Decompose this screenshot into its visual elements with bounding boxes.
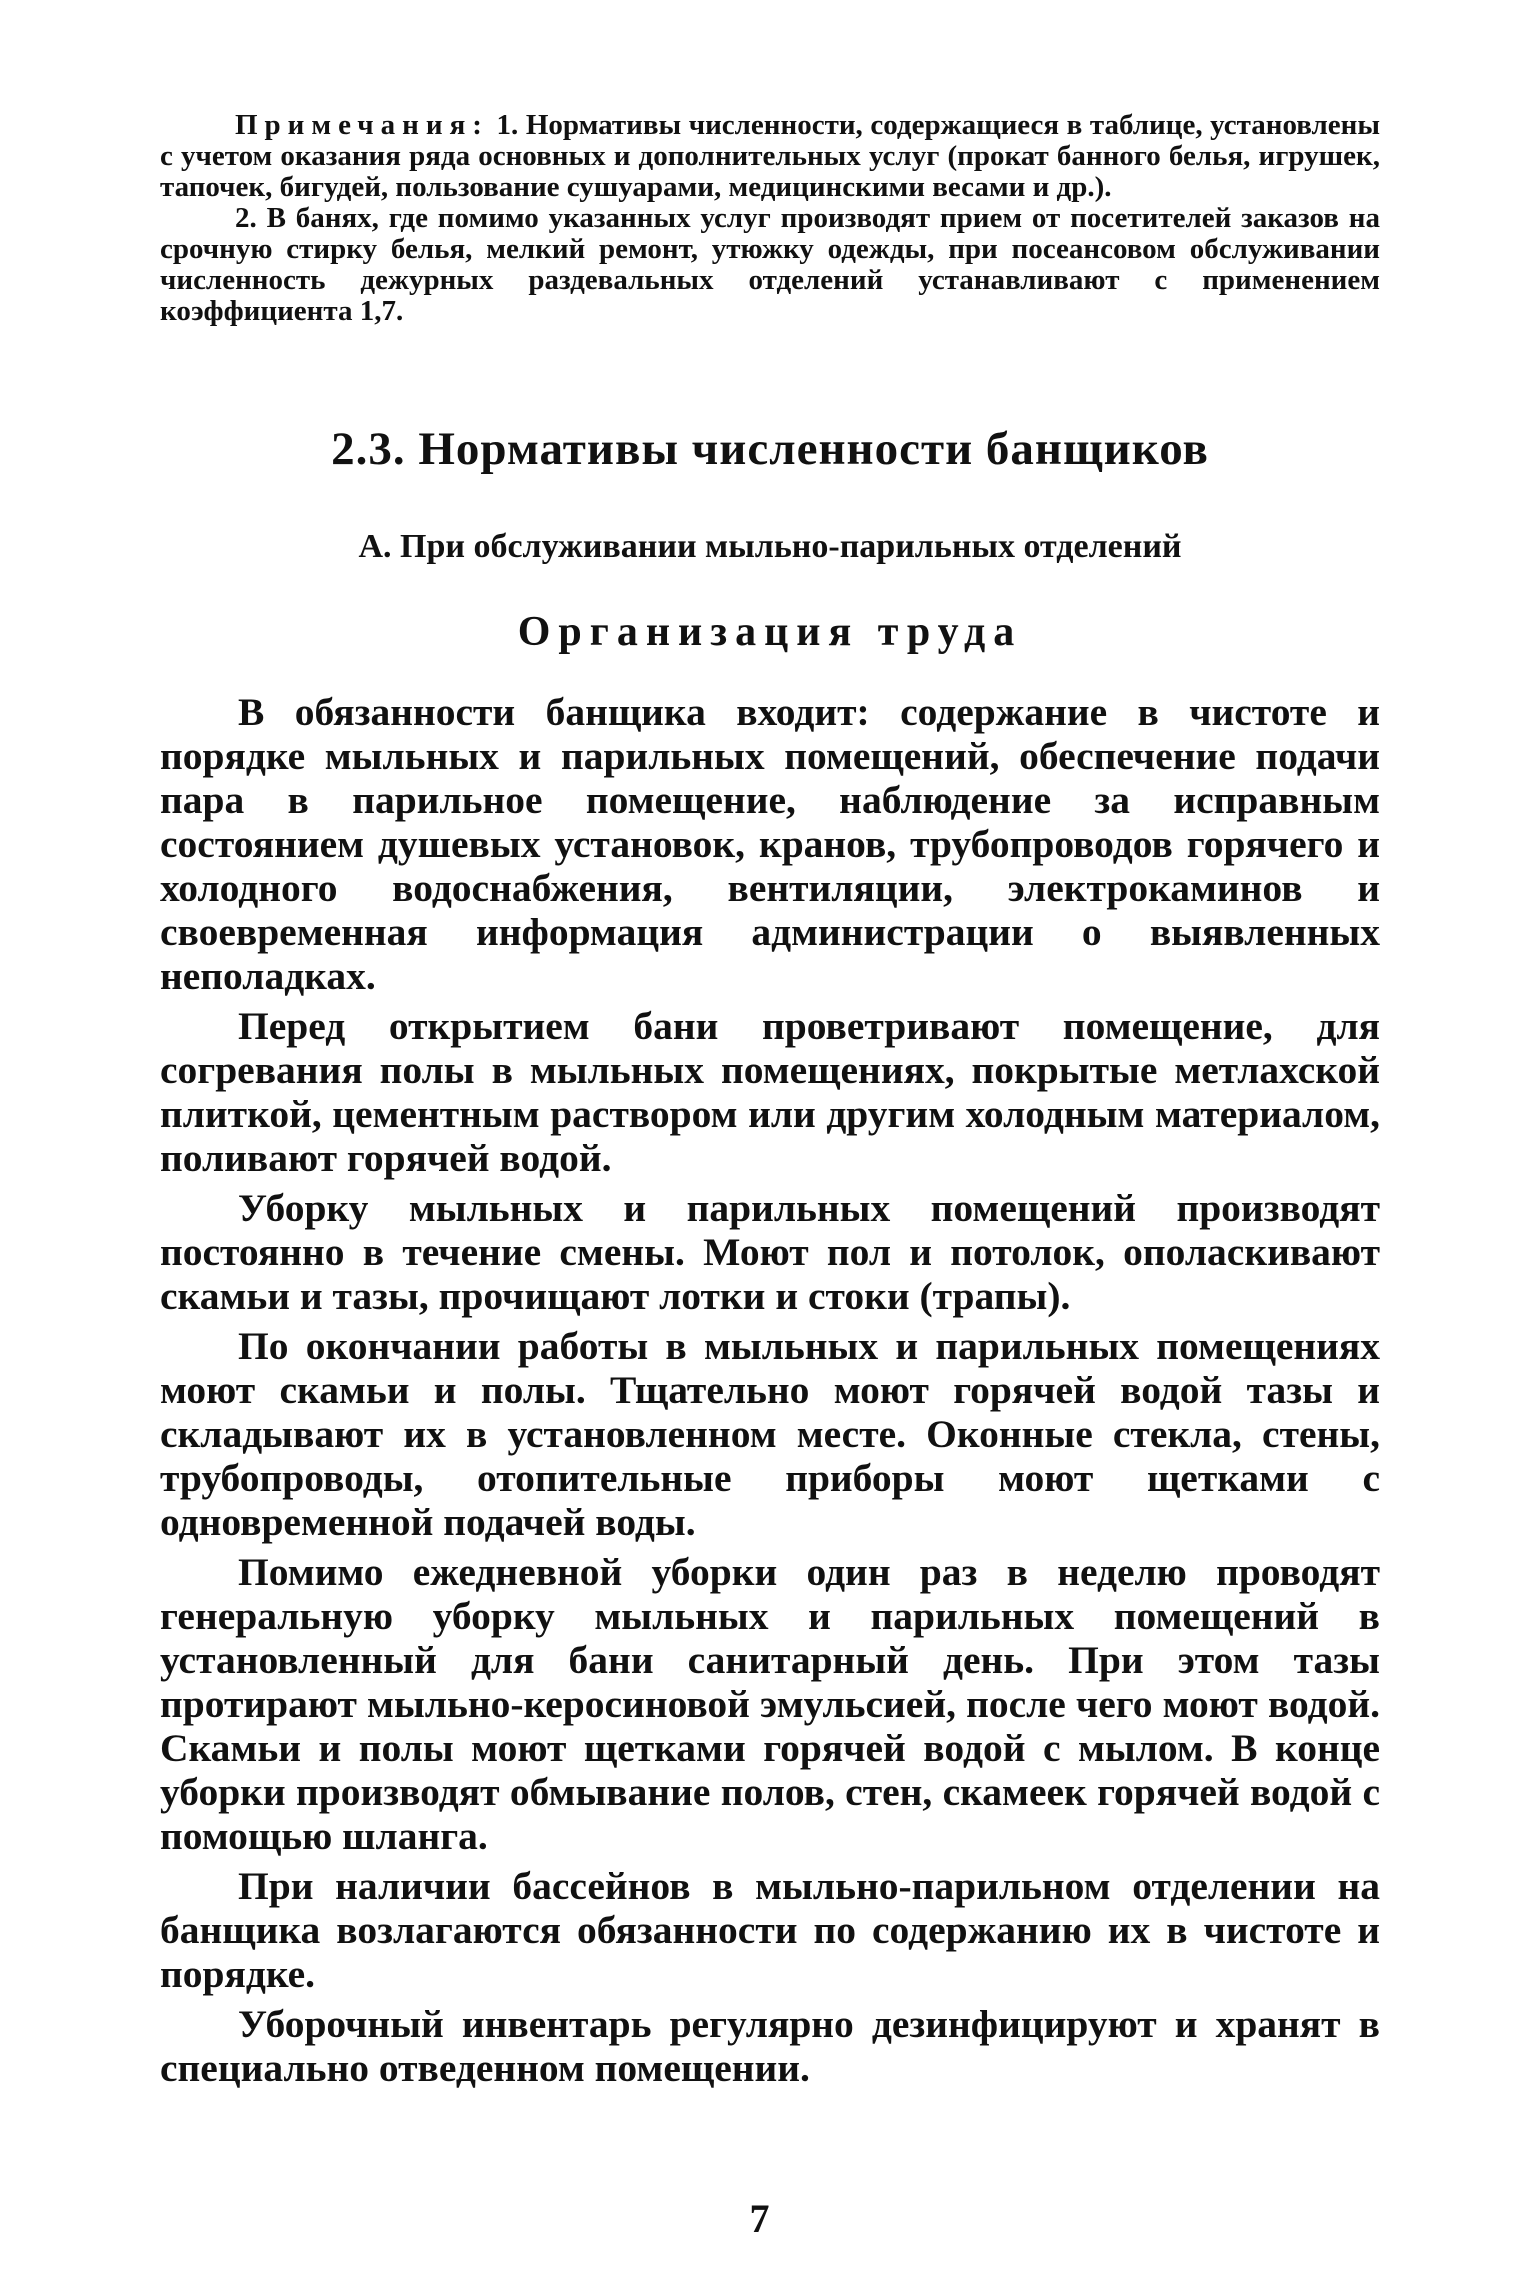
organization-title: Организация труда <box>517 609 1023 655</box>
note-1 <box>160 110 1380 203</box>
section-title: 2.3. Нормативы численности банщиков <box>331 423 1209 475</box>
paragraph: Перед открытием бани проветривают помещение, для согревания полы в мыльных помещениях, покрытые метлахской плиткой, цементным раствором или другим холодным материалом, поливают горячей водой. <box>160 1004 1380 1180</box>
notes-label: Примечания: <box>235 109 489 141</box>
paragraph: Уборку мыльных и парильных помещений производят постоянно в течение смены. Моют пол и потолок, ополаскивают скамьи и тазы, прочищают лотки и стоки (трапы). <box>160 1186 1380 1318</box>
page-number: 7 <box>749 2196 770 2241</box>
body-text <box>160 690 1380 2090</box>
paragraph: По окончании работы в мыльных и парильных помещениях моют скамьи и полы. Тщательно моют горячей водой тазы и складывают их в установленном месте. Оконные стекла, стены, трубопроводы, отопительные приборы моют щетками с одновременной подачей воды. <box>160 1324 1380 1544</box>
notes-block <box>160 110 1380 327</box>
paragraph: Уборочный инвентарь регулярно дезинфицируют и хранят в специально отведенном помещении. <box>160 2002 1380 2090</box>
paragraph: В обязанности банщика входит: содержание в чистоте и порядке мыльных и парильных помещений, обеспечение подачи пара в парильное помещение, наблюдение за исправным состоянием душевых установок, кранов, трубопроводов горячего и холодного водоснабжения, вентиляции, электрокаминов и своевременная информация администрации о выявленных неполадках. <box>160 690 1380 998</box>
paragraph: Помимо ежедневной уборки один раз в неделю проводят генеральную уборку мыльных и парильных помещений в установленный для бани санитарный день. При этом тазы протирают мыльно-керосиновой эмульсией, после чего моют водой. Скамьи и полы моют щетками горячей водой с мылом. В конце уборки производят обмывание полов, стен, скамеек горячей водой с помощью шланга. <box>160 1550 1380 1858</box>
paragraph: При наличии бассейнов в мыльно-парильном отделении на банщика возлагаются обязанности по содержанию их в чистоте и порядке. <box>160 1864 1380 1996</box>
subsection-title: А. При обслуживании мыльно-парильных отделений <box>358 528 1182 565</box>
document-page <box>80 110 1380 2096</box>
note-1-text: 1. Нормативы численности, содержащиеся в таблице, установлены с учетом оказания ряда основных и дополнительных услуг (прокат банного белья, игрушек, тапочек, бигудей, пользование сушуарами, медицинскими весами и др.). <box>160 109 1380 203</box>
note-2: 2. В банях, где помимо указанных услуг производят прием от посетителей заказов на срочную стирку белья, мелкий ремонт, утюжку одежды, при посеансовом обслуживании численность дежурных раздевальных отделений устанавливают с применением коэффициента 1,7. <box>160 202 1380 327</box>
